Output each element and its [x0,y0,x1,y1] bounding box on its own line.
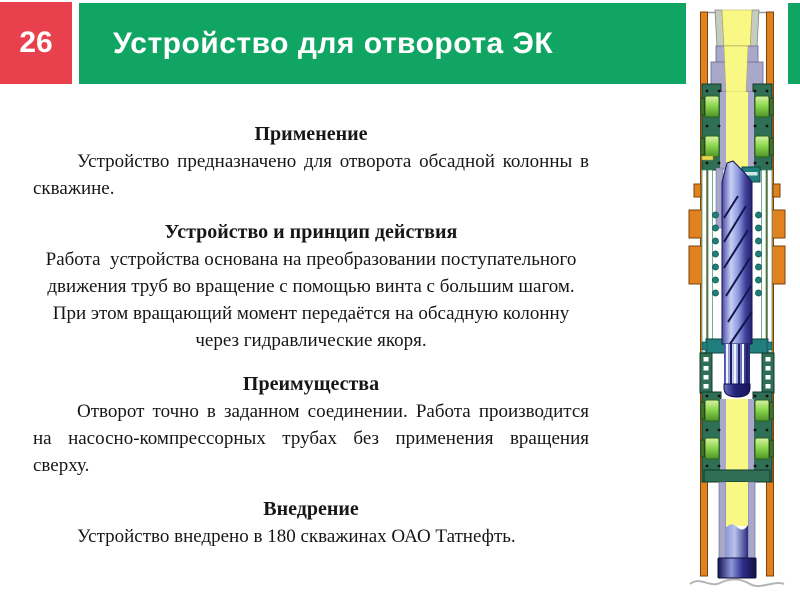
lower-hydraulic-anchor [701,392,774,482]
fluid-column [726,524,748,560]
break-line [690,579,784,586]
top-tube [715,10,759,48]
slide-number-badge: 26 [0,2,72,84]
guide-shoe [718,558,756,578]
section-heading: Применение [254,123,368,145]
section-application [33,121,589,202]
slide-title: Устройство для отворота ЭК [113,26,554,60]
section-heading: Внедрение [263,498,359,520]
section-paragraph: Работа устройства основана на преобразовании поступательного движения труб во вращение с помощью винта с большим шагом. При этом вращающий момент передаётся на обсадную колонну через гидравлические якоря. [45,249,582,351]
section-heading: Преимущества [242,373,380,395]
section-implementation [33,496,589,550]
anchor-pin [702,156,713,160]
section-paragraph: Устройство предназначено для отворота обсадной колонны в скважине. [33,151,589,199]
upper-hydraulic-anchor [701,84,774,170]
spline-section [724,344,750,384]
section-advantages [33,371,589,479]
device-cross-section-diagram [686,0,788,600]
lead-screw [722,161,752,344]
section-heading: Устройство и принцип действия [164,221,458,243]
section-paragraph: Отворот точно в заданном соединении. Работа производится на насосно-компрессорных трубах без применения вращения сверху. [33,401,589,476]
section-principle [33,219,589,354]
screw-end-cap [724,384,750,397]
slide-body-text [33,121,589,567]
device-diagram-svg [686,0,788,600]
section-paragraph: Устройство внедрено в 180 скважинах ОАО Татнефть. [77,526,516,547]
